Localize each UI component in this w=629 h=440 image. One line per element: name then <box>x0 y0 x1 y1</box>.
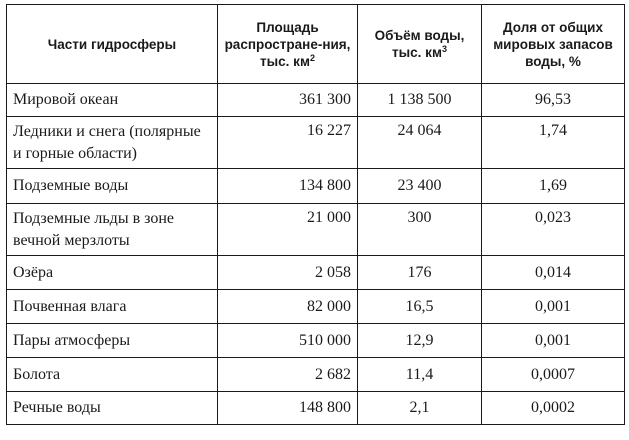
table-row <box>7 169 625 204</box>
row-name: Мировой океан <box>7 84 218 117</box>
header-volume: Объём воды, тыс. $км^3$ <box>358 5 482 84</box>
table-row <box>7 290 625 324</box>
table-row <box>7 392 625 425</box>
row-volume: 11,4 <box>358 358 482 392</box>
row-share: 0,023 <box>482 204 625 256</box>
row-name: Ледники и снега (полярные и горные области) <box>7 117 218 169</box>
row-name: Озёра <box>7 256 218 290</box>
header-parts: Части гидросферы <box>7 5 218 84</box>
table-row <box>7 358 625 392</box>
header-share: Доля от общих мировых запасов воды, % <box>482 5 625 84</box>
row-volume: 16,5 <box>358 290 482 324</box>
row-name: Почвенная влага <box>7 290 218 324</box>
row-name: Речные воды <box>7 392 218 425</box>
row-share: 0,001 <box>482 324 625 358</box>
row-share: 0,001 <box>482 290 625 324</box>
row-area: 2 682 <box>218 358 358 392</box>
row-volume: 2,1 <box>358 392 482 425</box>
table-row <box>7 117 625 169</box>
row-share: 0,014 <box>482 256 625 290</box>
header-row <box>7 5 625 84</box>
row-area: 361 300 <box>218 84 358 117</box>
table-row <box>7 324 625 358</box>
table-header <box>7 5 625 84</box>
row-name: Пары атмосферы <box>7 324 218 358</box>
row-area: 82 000 <box>218 290 358 324</box>
row-volume: 176 <box>358 256 482 290</box>
table-body <box>7 84 625 425</box>
row-volume: 12,9 <box>358 324 482 358</box>
row-share: 96,53 <box>482 84 625 117</box>
row-name: Болота <box>7 358 218 392</box>
table-row <box>7 256 625 290</box>
row-area: 510 000 <box>218 324 358 358</box>
row-share: 0,0007 <box>482 358 625 392</box>
row-volume: 23 400 <box>358 169 482 204</box>
table-row <box>7 84 625 117</box>
hydrosphere-table <box>6 4 625 425</box>
header-area: Площадь распростране-ния, тыс. $км^2$ <box>218 5 358 84</box>
row-area: 16 227 <box>218 117 358 169</box>
row-share: 1,74 <box>482 117 625 169</box>
row-name: Подземные воды <box>7 169 218 204</box>
table-row <box>7 204 625 256</box>
row-area: 21 000 <box>218 204 358 256</box>
row-volume: 24 064 <box>358 117 482 169</box>
row-area: 134 800 <box>218 169 358 204</box>
row-volume: 1 138 500 <box>358 84 482 117</box>
row-share: 0,0002 <box>482 392 625 425</box>
row-share: 1,69 <box>482 169 625 204</box>
row-name: Подземные льды в зоне вечной мерзлоты <box>7 204 218 256</box>
row-area: 148 800 <box>218 392 358 425</box>
row-area: 2 058 <box>218 256 358 290</box>
row-volume: 300 <box>358 204 482 256</box>
